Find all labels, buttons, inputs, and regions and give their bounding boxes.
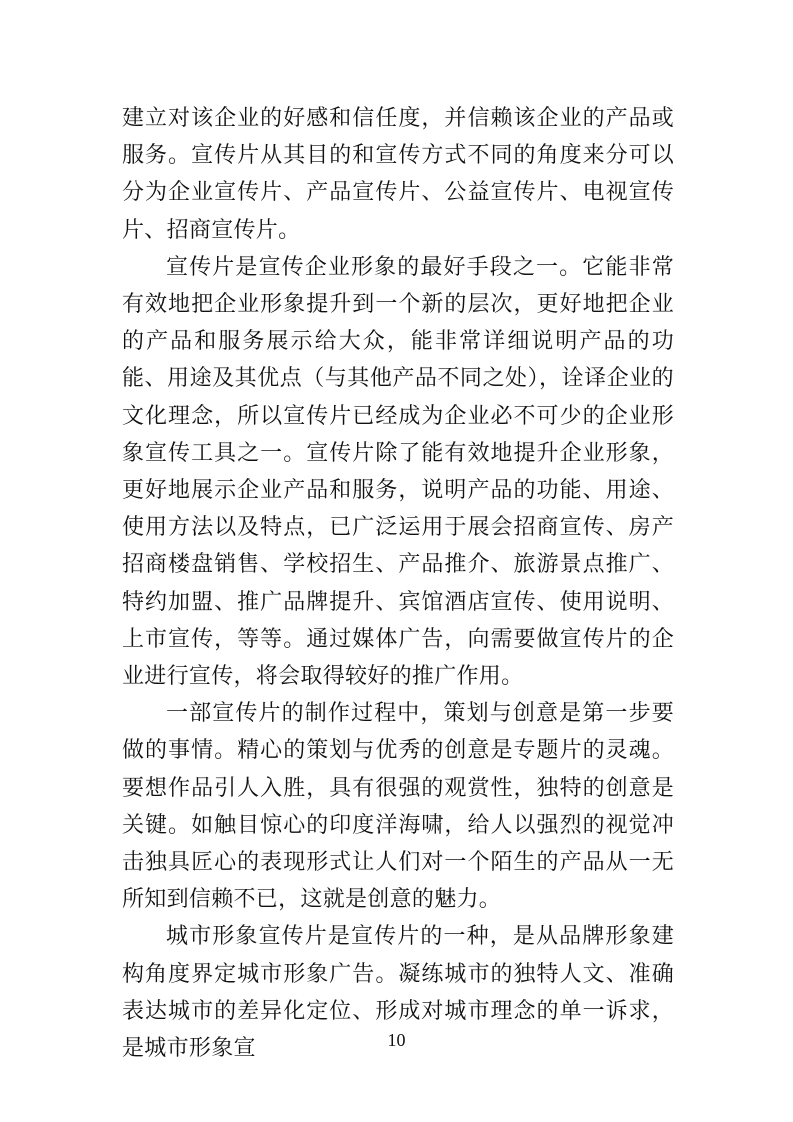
paragraph-3: 一部宣传片的制作过程中，策划与创意是第一步要做的事情。精心的策划与优秀的创意是专题片的灵魂。要想作品引人入胜，具有很强的观赏性，独特的创意是关键。如触目惊心的印度洋海啸，给人以强烈的视觉冲击独具匠心的表现形式让人们对一个陌生的产品从一无所知到信赖不已，这就是创意的魅力。: [122, 701, 674, 913]
page-number: 10: [387, 1030, 406, 1050]
paragraph-4: 城市形象宣传片是宣传片的一种，是从品牌形象建构角度界定城市形象广告。凝练城市的独特人文、准确表达城市的差异化定位、形成对城市理念的单一诉求，是城市形象宣: [122, 924, 674, 1062]
paragraph-1: 建立对该企业的好感和信任度，并信赖该企业的产品或服务。宣传片从其目的和宣传方式不同的角度来分可以分为企业宣传片、产品宣传片、公益宣传片、电视宣传片、招商宣传片。: [122, 106, 674, 243]
paragraph-2: 宣传片是宣传企业形象的最好手段之一。它能非常有效地把企业形象提升到一个新的层次，更好地把企业的产品和服务展示给大众，能非常详细说明产品的功能、用途及其优点（与其他产品不同之处），诠译企业的文化理念，所以宣传片已经成为企业必不可少的企业形象宣传工具之一。宣传片除了能有效地提升企业形象，更好地展示企业产品和服务，说明产品的功能、用途、使用方法以及特点，已广泛运用于展会招商宣传、房产招商楼盘销售、学校招生、产品推介、旅游景点推广、特约加盟、推广品牌提升、宾馆酒店宣传、使用说明、上市宣传，等等。通过媒体广告，向需要做宣传片的企业进行宣传，将会取得较好的推广作用。: [122, 254, 674, 690]
body-text: [122, 100, 674, 1067]
